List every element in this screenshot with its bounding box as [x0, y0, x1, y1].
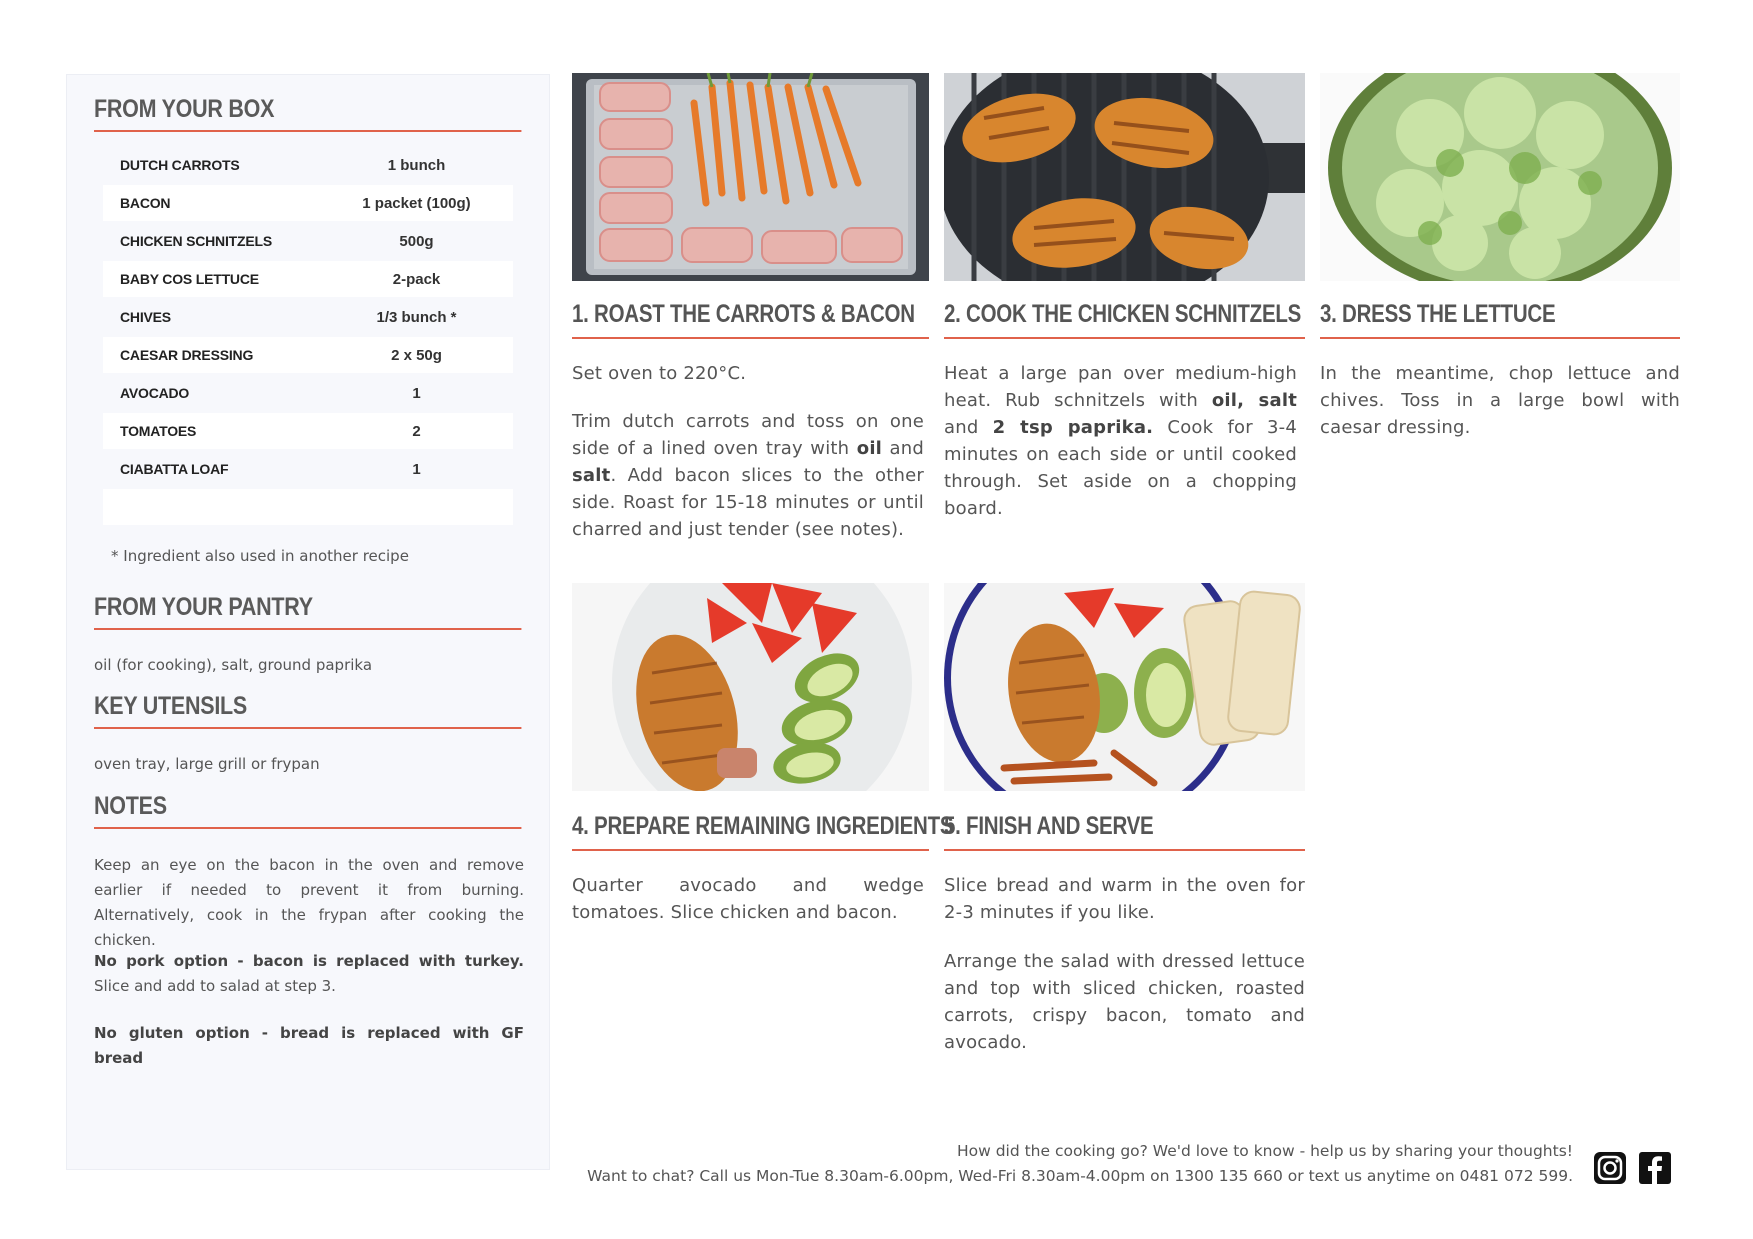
table-row-empty — [103, 489, 513, 525]
step3-paragraph: In the meantime, chop lettuce and chives. Toss in a large bowl with caesar dressing. — [1320, 363, 1680, 438]
ingredient-qty: 2 x 50g — [391, 346, 442, 364]
step1-title-text: 1. ROAST THE CARROTS & BACON — [572, 300, 915, 328]
footer-feedback: How did the cooking go? We'd love to know - help us by sharing your thoughts! — [956, 1142, 1573, 1160]
step4-photo — [572, 583, 929, 791]
step2-title — [944, 300, 1305, 339]
step5-paragraph: Slice bread and warm in the oven for 2-3 minutes if you like. — [944, 875, 1305, 923]
table-row — [103, 147, 513, 183]
step5-paragraph: Arrange the salad with dressed lettuce and top with sliced chicken, roasted carrots, crispy bacon, tomato and avocado. — [944, 951, 1305, 1053]
ingredient-qty: 1 bunch — [387, 156, 446, 174]
step4-title — [572, 812, 954, 851]
table-row — [103, 337, 513, 373]
step3-title — [1320, 300, 1680, 339]
ingredient-qty: 1 packet (100g) — [362, 194, 471, 212]
ingredient-name: CIABATTA LOAF — [120, 461, 229, 477]
ingredient-qty: 1 — [412, 384, 421, 402]
text: Heat a large pan over medium-high heat. Rub schnitzels with — [944, 363, 1297, 411]
notes-paragraph — [94, 949, 524, 999]
step3-photo — [1320, 73, 1680, 281]
pantry-text: oil (for cooking), salt, ground paprika — [94, 656, 373, 674]
text: Cook for 3-4 minutes on each side or until cooked through. Set aside on a chopping board. — [944, 417, 1297, 519]
step1-photo — [572, 73, 929, 281]
step3-title-text: 3. DRESS THE LETTUCE — [1320, 300, 1556, 328]
box-title: FROM YOUR BOX — [94, 95, 521, 132]
ingredient-qty: 1 — [412, 460, 421, 478]
text: and — [944, 417, 993, 438]
step5-title-text: 5. FINISH AND SERVE — [944, 812, 1154, 840]
bold-text: oil, salt — [1211, 390, 1297, 411]
text: and — [882, 438, 924, 459]
step1-paragraph — [572, 408, 924, 543]
table-row — [103, 413, 513, 449]
table-row — [103, 223, 513, 259]
ingredient-qty: 2-pack — [392, 270, 441, 288]
table-row — [103, 185, 513, 221]
ingredient-qty: 500g — [399, 232, 434, 250]
step2-title-text: 2. COOK THE CHICKEN SCHNITZELS — [944, 300, 1302, 328]
utensils-title: KEY UTENSILS — [94, 692, 521, 729]
ingredient-name: BABY COS LETTUCE — [120, 271, 259, 287]
pantry-title: FROM YOUR PANTRY — [94, 593, 521, 630]
notes-paragraph — [94, 1021, 524, 1071]
table-row — [103, 375, 513, 411]
utensils-text: oven tray, large grill or frypan — [94, 755, 320, 773]
step1-paragraph: Set oven to 220°C. — [572, 363, 747, 384]
ingredients-table — [103, 147, 513, 527]
step2-paragraph — [944, 360, 1297, 522]
step5-photo — [944, 583, 1305, 791]
ingredient-qty: 1/3 bunch * — [376, 308, 457, 326]
step5-title — [944, 812, 1305, 851]
ingredient-name: CAESAR DRESSING — [120, 347, 254, 363]
bold-text: salt — [572, 465, 611, 486]
instagram-icon[interactable] — [1592, 1150, 1628, 1186]
sidebar — [66, 74, 550, 1170]
ingredient-name: DUTCH CARROTS — [120, 157, 240, 173]
step4-title-text: 4. PREPARE REMAINING INGREDIENTS — [572, 812, 954, 840]
text: . Add bacon slices to the other side. Roast for 15-18 minutes or until charred and just tender (see notes). — [572, 465, 924, 540]
text: Trim dutch carrots and toss on one side of a lined oven tray with — [572, 411, 924, 459]
notes-bold: No gluten option - bread is replaced with GF bread — [94, 1024, 524, 1067]
ingredient-note: * Ingredient also used in another recipe — [111, 547, 409, 565]
table-row — [103, 261, 513, 297]
step1-title — [572, 300, 929, 339]
bold-text: 2 tsp paprika. — [992, 417, 1154, 438]
bold-text: oil — [856, 438, 883, 459]
ingredient-name: BACON — [120, 195, 171, 211]
step2-photo — [944, 73, 1305, 281]
table-row — [103, 299, 513, 335]
ingredient-name: CHIVES — [120, 309, 171, 325]
notes-paragraph: Keep an eye on the bacon in the oven and remove earlier if needed to prevent it from burning. Alternatively, cook in the frypan after cooking the chicken. — [94, 856, 524, 949]
notes-bold: No pork option - bacon is replaced with turkey. — [94, 952, 524, 970]
facebook-icon[interactable] — [1637, 1150, 1673, 1186]
ingredient-name: CHICKEN SCHNITZELS — [120, 233, 272, 249]
footer-contact: Want to chat? Call us Mon-Tue 8.30am-6.00pm, Wed-Fri 8.30am-4.00pm on 1300 135 660 or text us anytime on 0481 072 599. — [587, 1167, 1573, 1185]
table-row — [103, 451, 513, 487]
ingredient-name: TOMATOES — [120, 423, 197, 439]
step4-paragraph: Quarter avocado and wedge tomatoes. Slice chicken and bacon. — [572, 875, 924, 923]
ingredient-qty: 2 — [412, 422, 421, 440]
notes-title: NOTES — [94, 792, 521, 829]
notes-text: Slice and add to salad at step 3. — [94, 977, 336, 995]
ingredient-name: AVOCADO — [120, 385, 190, 401]
